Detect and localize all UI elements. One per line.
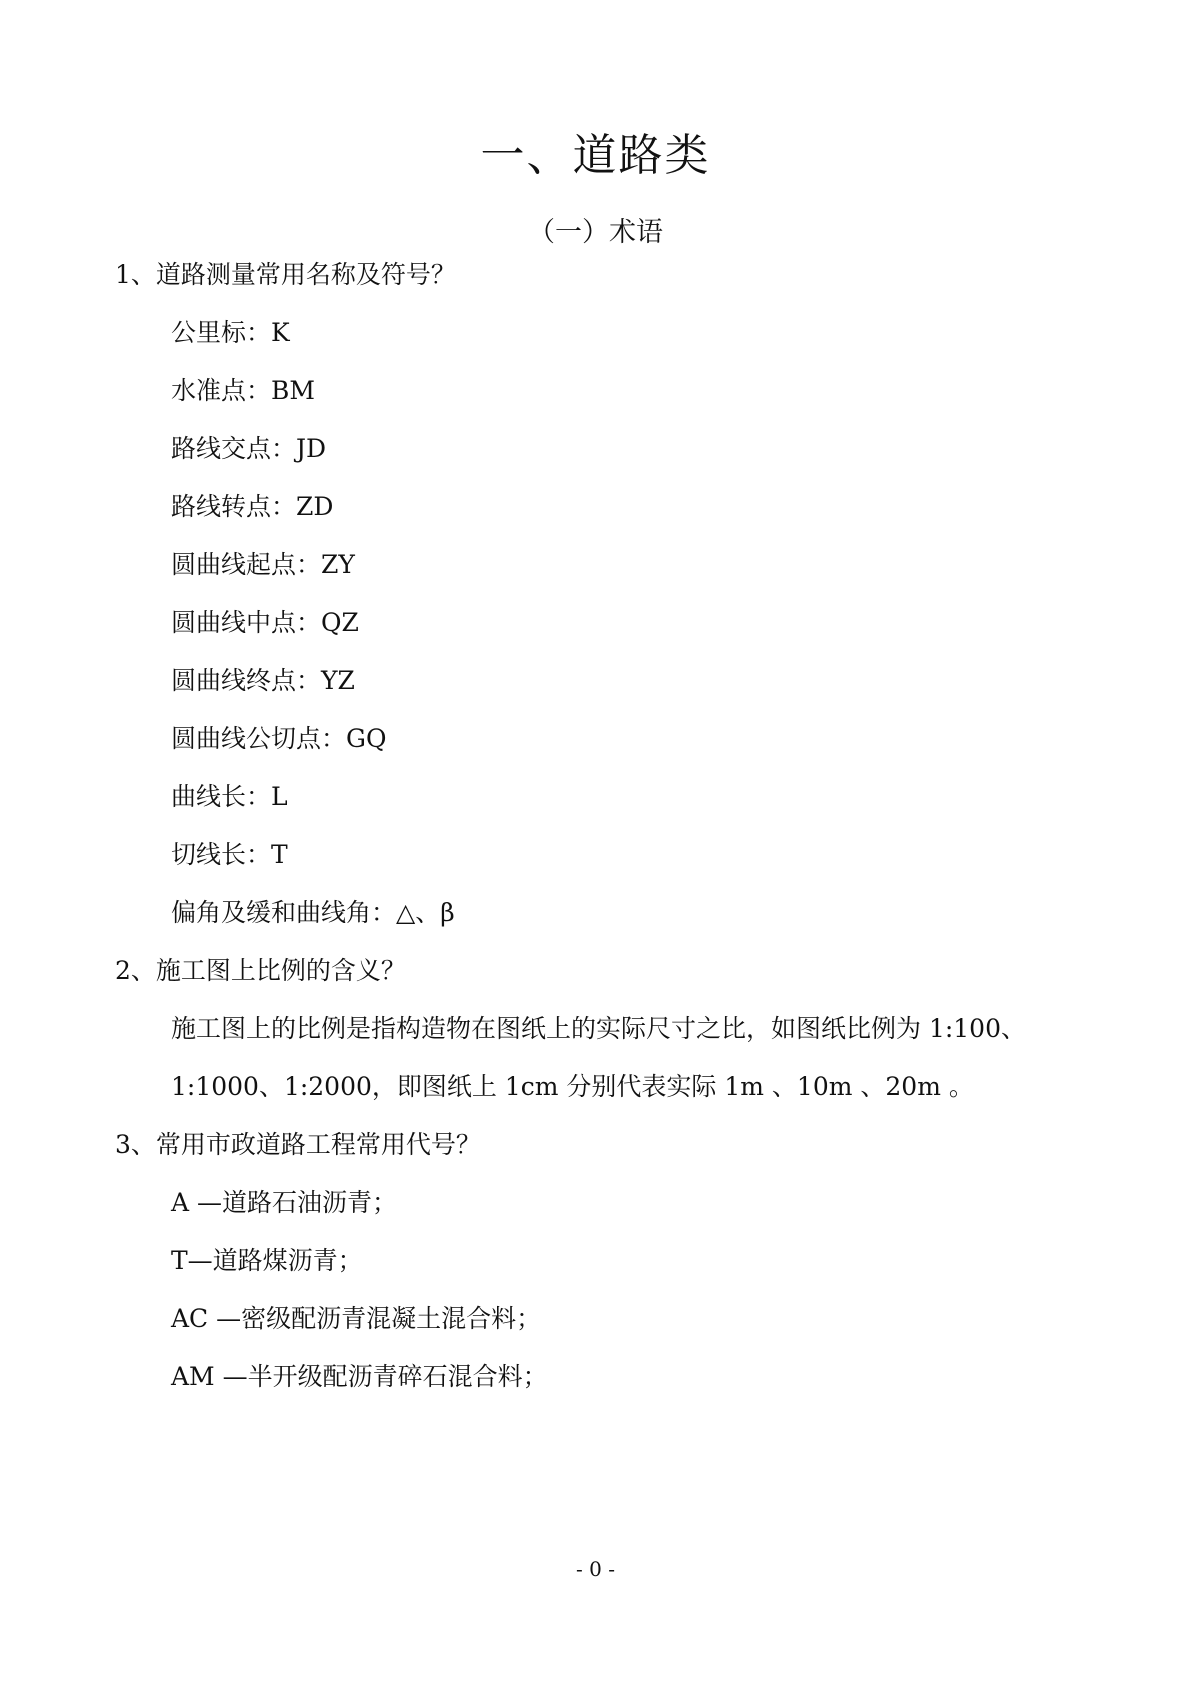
question-3: 3、常用市政道路工程常用代号？ <box>115 1130 481 1159</box>
q1-item: 圆曲线中点：QZ <box>171 608 359 637</box>
q3-item: AM —半开级配沥青碎石混合料； <box>171 1362 548 1391</box>
question-1: 1、道路测量常用名称及符号？ <box>115 260 456 289</box>
page-title: 一、道路类 <box>480 130 711 181</box>
q1-item: 水准点：BM <box>171 376 315 405</box>
q1-item: 曲线长：L <box>171 782 288 811</box>
q1-item: 圆曲线起点：ZY <box>171 550 355 579</box>
q2-answer-line: 施工图上的比例是指构造物在图纸上的实际尺寸之比，如图纸比例为 1:100、 <box>171 1014 1026 1043</box>
page-number: - 0 - <box>576 1557 615 1581</box>
q3-item: T—道路煤沥青； <box>171 1246 363 1275</box>
q1-item: 路线交点：JD <box>171 434 327 463</box>
section-subtitle: （一）术语 <box>528 217 663 248</box>
q3-item: AC —密级配沥青混凝土混合料； <box>171 1304 542 1333</box>
q1-item: 圆曲线公切点：GQ <box>171 724 387 753</box>
q1-item: 公里标：K <box>171 318 290 347</box>
q1-item: 切线长：T <box>171 840 288 869</box>
q3-item: A —道路石油沥青； <box>171 1188 398 1217</box>
q1-item: 路线转点：ZD <box>171 492 334 521</box>
question-2: 2、施工图上比例的含义？ <box>115 956 406 985</box>
q1-item: 偏角及缓和曲线角：△、β <box>171 898 455 927</box>
q2-answer-line: 1:1000、1:2000，即图纸上 1cm 分别代表实际 1m 、10m 、20m 。 <box>171 1072 974 1101</box>
q1-item: 圆曲线终点：YZ <box>171 666 355 695</box>
